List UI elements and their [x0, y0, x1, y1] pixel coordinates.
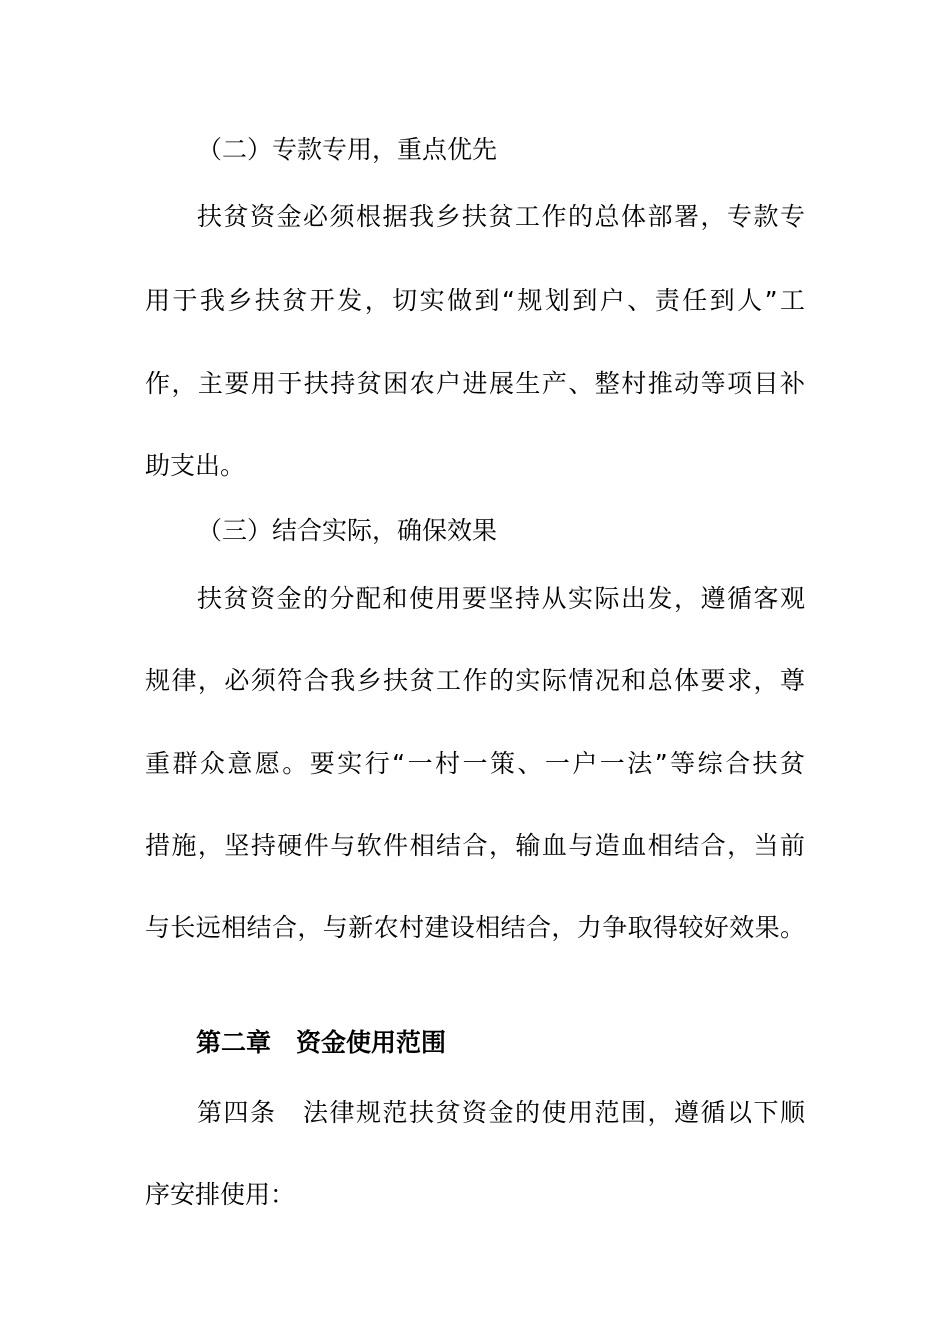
- paragraph-line: 措施，坚持硬件与软件相结合，输血与造血相结合，当前: [145, 831, 805, 860]
- chapter-title: 第二章 资金使用范围: [196, 1028, 447, 1057]
- paragraph-line: 扶贫资金必须根据我乡扶贫工作的总体部署，专款专: [197, 202, 805, 231]
- paragraph-line: 用于我乡扶贫开发，切实做到“规划到户、责任到人”工: [145, 286, 805, 315]
- paragraph-line: 规律，必须符合我乡扶贫工作的实际情况和总体要求，尊: [145, 666, 805, 695]
- paragraph-line: 助支出。: [145, 451, 246, 480]
- paragraph-line: 扶贫资金的分配和使用要坚持从实际出发，遵循客观: [197, 584, 805, 613]
- paragraph-line: 与长远相结合，与新农村建设相结合，力争取得较好效果。: [145, 913, 805, 942]
- paragraph-line: 重群众意愿。要实行“一村一策、一户一法”等综合扶贫: [145, 749, 805, 778]
- section-heading-2: （二）专款专用，重点优先: [197, 135, 498, 164]
- paragraph-line: 序安排使用：: [145, 1180, 296, 1209]
- section-heading-3: （三）结合实际，确保效果: [197, 516, 498, 545]
- paragraph-line: 作，主要用于扶持贫困农户进展生产、整村推动等项目补: [145, 369, 805, 398]
- paragraph-line: 第四条 法律规范扶贫资金的使用范围，遵循以下顺: [197, 1098, 805, 1127]
